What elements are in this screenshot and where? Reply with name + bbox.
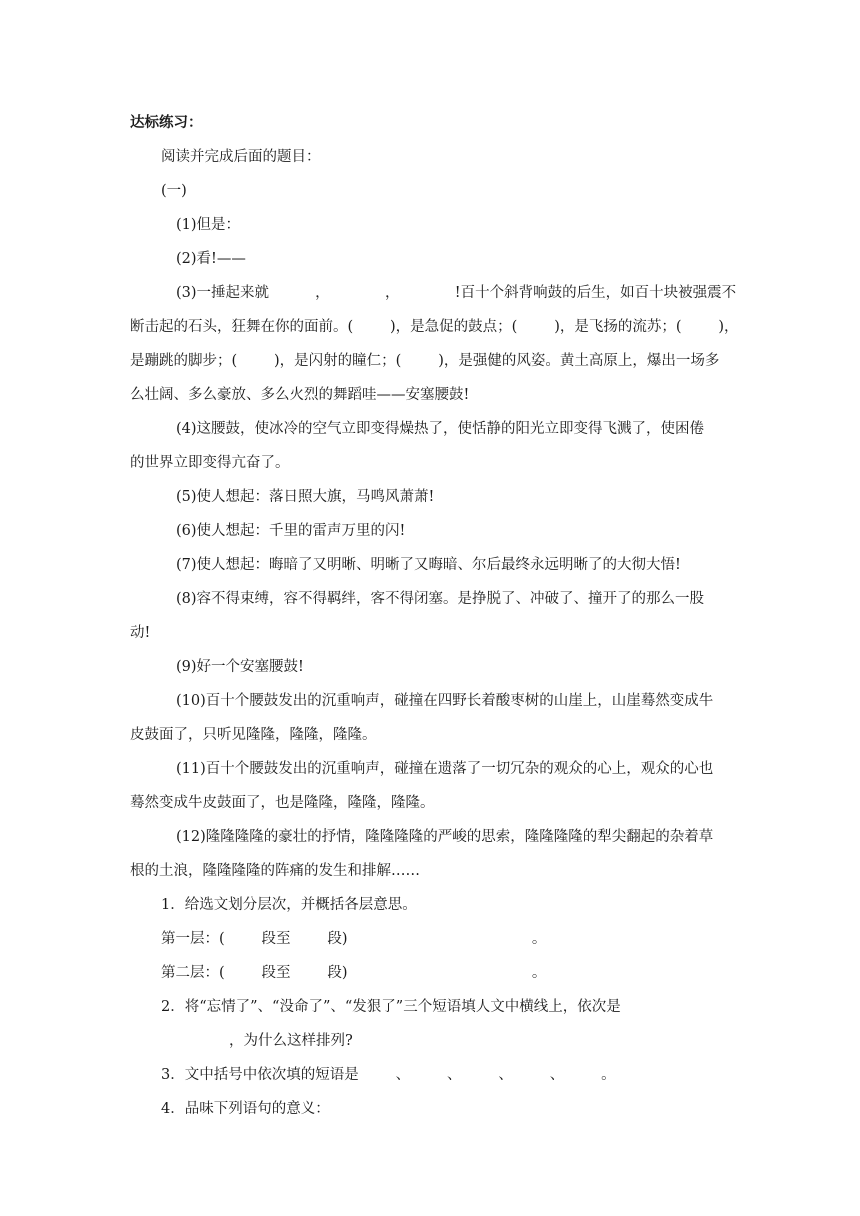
paragraph-10-line-2: 皮鼓面了，只听见隆隆，隆隆，隆隆。 bbox=[130, 727, 377, 743]
section-heading: 达标练习： bbox=[130, 114, 203, 131]
section-label: (一) bbox=[161, 183, 187, 199]
question-1-layer-2: 第二层：( 段至 段) 。 bbox=[161, 965, 547, 981]
paragraph-3-line-2: 断击起的石头，狂舞在你的面前。( )，是急促的鼓点；( )，是飞扬的流苏；( )， bbox=[130, 319, 739, 335]
paragraph-5: (5)使人想起：落日照大旗，马鸣风萧萧! bbox=[176, 489, 435, 505]
paragraph-3-line-4: 么壮阔、多么豪放、多么火烈的舞蹈哇——安塞腰鼓! bbox=[130, 387, 470, 403]
paragraph-7: (7)使人想起：晦暗了又明晰、明晰了又晦暗、尔后最终永远明晰了的大彻大悟! bbox=[176, 557, 681, 573]
question-1-layer-1: 第一层：( 段至 段) 。 bbox=[161, 931, 547, 947]
paragraph-8-line-1: (8)容不得束缚，容不得羁绊，客不得闭塞。是挣脱了、冲破了、撞开了的那么一股 bbox=[176, 591, 705, 607]
paragraph-12-line-1: (12)隆隆隆隆的豪壮的抒情，隆隆隆隆的严峻的思索，隆隆隆隆的犁尖翻起的杂着草 bbox=[176, 829, 714, 845]
question-4: 4．品味下列语句的意义： bbox=[161, 1101, 330, 1117]
paragraph-2: (2)看!—— bbox=[176, 251, 246, 267]
question-2-line-2: ，为什么这样排列? bbox=[229, 1033, 353, 1049]
question-1: 1．给选文划分层次，并概括各层意思。 bbox=[161, 897, 417, 913]
paragraph-9: (9)好一个安塞腰鼓! bbox=[176, 659, 304, 675]
paragraph-4-line-1: (4)这腰鼓，使冰冷的空气立即变得燥热了，使恬静的阳光立即变得飞溅了，使困倦 bbox=[176, 421, 705, 437]
paragraph-12-line-2: 根的土浪，隆隆隆隆的阵痛的发生和排解…… bbox=[130, 863, 420, 879]
question-2-line-1: 2．将“忘情了”、“没命了”、“发狠了”三个短语填人文中横线上，依次是 bbox=[161, 999, 621, 1015]
paragraph-1: (1)但是： bbox=[176, 217, 241, 233]
paragraph-4-line-2: 的世界立即变得亢奋了。 bbox=[130, 455, 290, 471]
paragraph-10-line-1: (10)百十个腰鼓发出的沉重响声，碰撞在四野长着酸枣树的山崖上，山崖蓦然变成牛 bbox=[176, 693, 714, 709]
paragraph-8-line-2: 动! bbox=[130, 625, 151, 641]
question-3: 3．文中括号中依次填的短语是 、 、 、 、 。 bbox=[161, 1067, 616, 1083]
paragraph-3-line-3: 是蹦跳的脚步；( )，是闪射的瞳仁；( )，是强健的风姿。黄土高原上，爆出一场多 bbox=[130, 353, 720, 369]
paragraph-6: (6)使人想起：千里的雷声万里的闪! bbox=[176, 523, 406, 539]
instruction-text: 阅读并完成后面的题目： bbox=[161, 149, 321, 165]
paragraph-11-line-1: (11)百十个腰鼓发出的沉重响声，碰撞在遗落了一切冗杂的观众的心上，观众的心也 bbox=[176, 761, 714, 777]
paragraph-3-line-1: (3)一捶起来就 ， ， !百十个斜背响鼓的后生，如百十块被强震不 bbox=[176, 285, 737, 301]
paragraph-11-line-2: 蓦然变成牛皮鼓面了，也是隆隆，隆隆，隆隆。 bbox=[130, 795, 435, 811]
